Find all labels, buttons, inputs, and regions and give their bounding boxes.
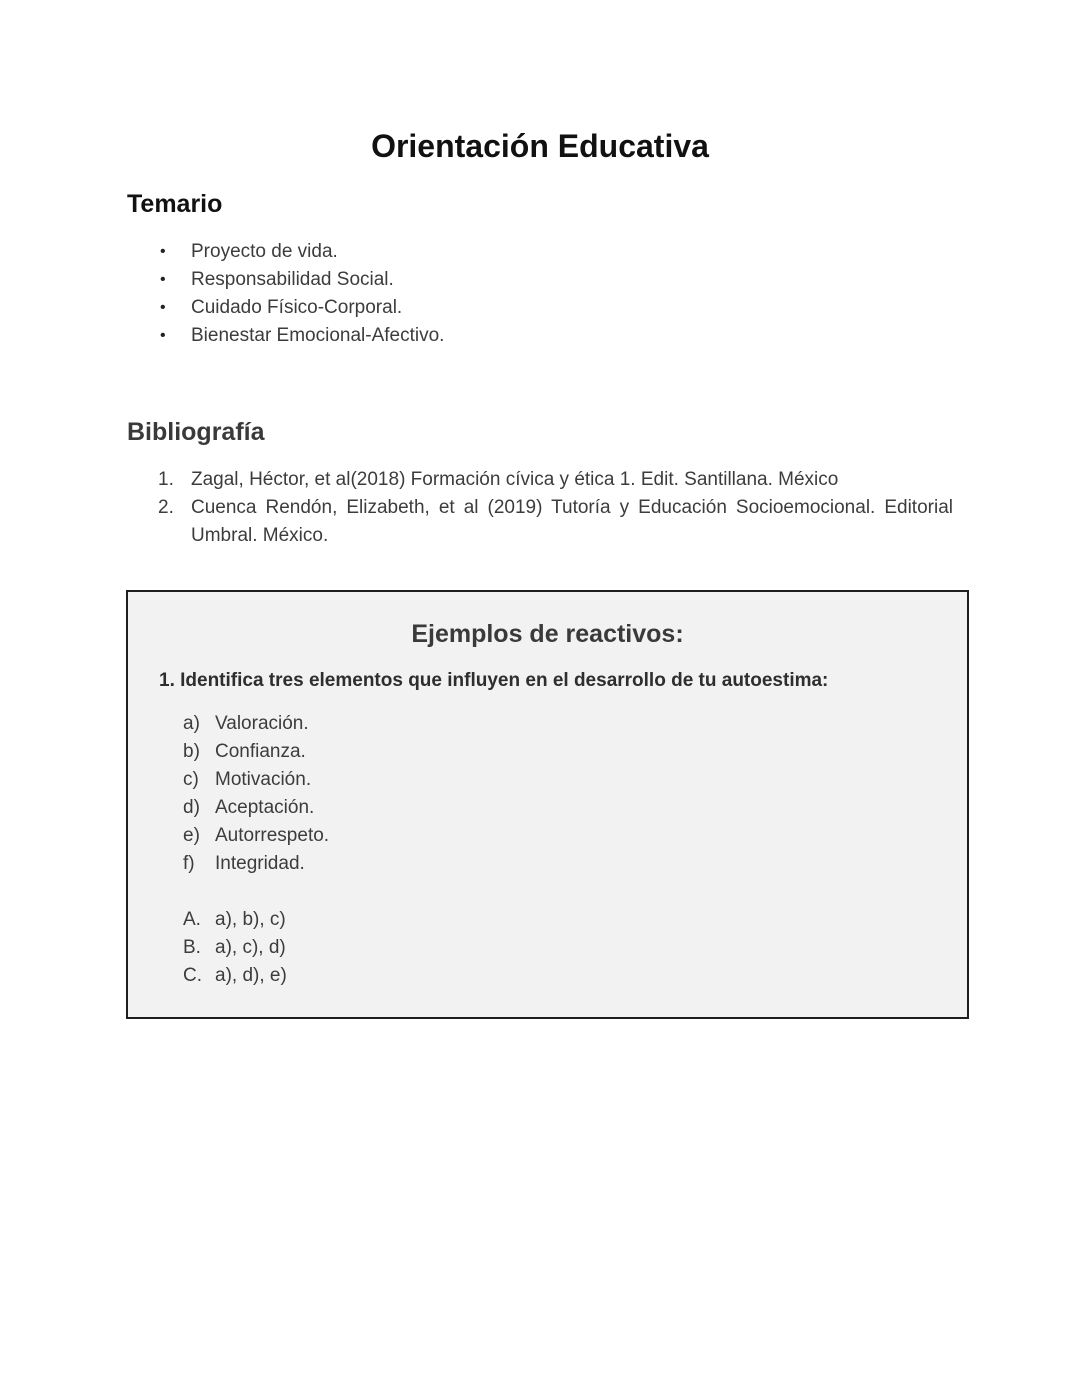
answers-list: [183, 906, 287, 990]
temario-list: [158, 238, 444, 350]
page-title: Orientación Educativa: [371, 128, 709, 164]
option-letter: e): [183, 825, 200, 846]
bullet-icon: •: [160, 243, 166, 260]
answer-item: [183, 962, 287, 990]
option-text: Confianza.: [215, 741, 306, 762]
entry-number: 1.: [158, 469, 174, 490]
answer-text: a), b), c): [215, 909, 286, 930]
option-text: Valoración.: [215, 713, 309, 734]
list-item-text: Cuidado Físico-Corporal.: [191, 297, 403, 318]
option-letter: b): [183, 741, 200, 762]
bibliography-entry: [158, 494, 953, 550]
question-text: 1. Identifica tres elementos que influyen en el desarrollo de tu autoestima:: [159, 670, 829, 691]
option-item: [183, 850, 329, 878]
option-item: [183, 822, 329, 850]
option-text: Motivación.: [215, 769, 312, 790]
option-letter: d): [183, 797, 200, 818]
option-item: [183, 766, 329, 794]
entry-number: 2.: [158, 497, 174, 518]
option-text: Aceptación.: [215, 797, 315, 818]
options-list: [183, 710, 329, 878]
answer-letter: A.: [183, 909, 201, 930]
option-text: Integridad.: [215, 853, 305, 874]
option-letter: f): [183, 853, 195, 874]
temario-heading: Temario: [127, 190, 223, 218]
answer-text: a), d), e): [215, 965, 287, 986]
option-item: [183, 710, 329, 738]
examples-heading: Ejemplos de reactivos:: [411, 620, 684, 648]
entry-text: Cuenca Rendón, Elizabeth, et al (2019) Tutoría y Educación Socioemocional. Editorial Umbral. México.: [191, 497, 953, 546]
answer-item: [183, 934, 287, 962]
answer-item: [183, 906, 287, 934]
bibliografia-list: [158, 466, 953, 550]
option-text: Autorrespeto.: [215, 825, 330, 846]
bibliografia-heading: Bibliografía: [127, 418, 265, 446]
list-item-text: Bienestar Emocional-Afectivo.: [191, 325, 445, 346]
bullet-icon: •: [160, 327, 166, 344]
option-letter: a): [183, 713, 200, 734]
answer-letter: B.: [183, 937, 201, 958]
list-item-text: Responsabilidad Social.: [191, 269, 394, 290]
bullet-icon: •: [160, 271, 166, 288]
option-letter: c): [183, 769, 199, 790]
examples-box: [126, 590, 969, 1019]
option-item: [183, 794, 329, 822]
bibliography-entry: [158, 466, 953, 494]
answer-text: a), c), d): [215, 937, 286, 958]
entry-text: Zagal, Héctor, et al(2018) Formación cívica y ética 1. Edit. Santillana. México: [191, 469, 839, 490]
list-item: [158, 266, 444, 294]
list-item: [158, 322, 444, 350]
option-item: [183, 738, 329, 766]
list-item-text: Proyecto de vida.: [191, 241, 338, 262]
list-item: [158, 238, 444, 266]
bullet-icon: •: [160, 299, 166, 316]
list-item: [158, 294, 444, 322]
answer-letter: C.: [183, 965, 202, 986]
